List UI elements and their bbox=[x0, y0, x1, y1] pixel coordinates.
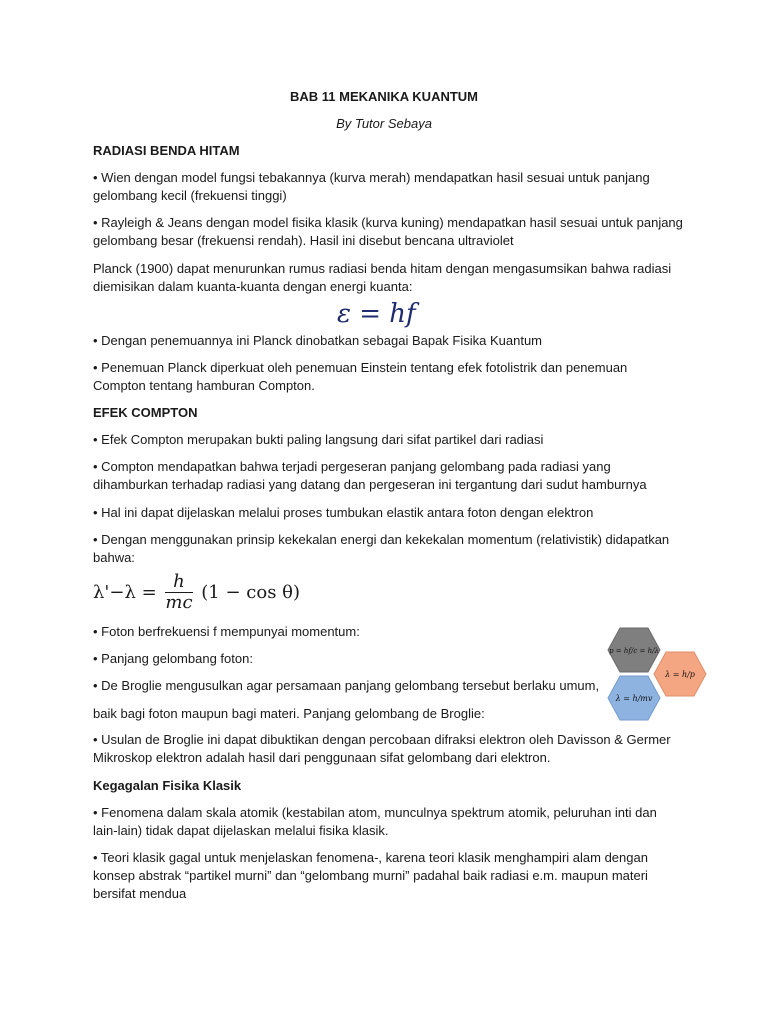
section-heading-radiasi: RADIASI BENDA HITAM bbox=[93, 143, 240, 158]
equation-compton-fraction bbox=[165, 572, 192, 613]
hexagon-formula-diagram bbox=[606, 626, 710, 722]
paragraph-photon-wavelength: • Panjang gelombang foton: bbox=[93, 651, 253, 666]
equation-compton bbox=[93, 572, 300, 620]
equation-planck: ε = hf bbox=[337, 299, 416, 329]
document-title: BAB 11 MEKANIKA KUANTUM bbox=[289, 89, 479, 104]
equation-compton-right: (1 − cos θ) bbox=[201, 582, 301, 603]
hexagon-blue-formula: λ = h/mv bbox=[615, 694, 653, 703]
paragraph-classical-failure: • Teori klasik gagal untuk menjelaskan fenomena-, karena teori klasik menghampiri alam dengan konsep abstrak “partikel murni” dan “gelombang murni” padahal baik radiasi e.m. maupun materi bersifat mendua bbox=[93, 850, 648, 901]
paragraph-atomic-phenomena: • Fenomena dalam skala atomik (kestabilan atom, munculnya spektrum atomik, peluruhan inti dan lain-lain) tidak dapat dijelaskan melalui fisika klasik. bbox=[93, 805, 657, 838]
paragraph-planck-father: • Dengan penemuannya ini Planck dinobatkan sebagai Bapak Fisika Kuantum bbox=[93, 333, 543, 348]
hexagon-orange-formula: λ = h/p bbox=[665, 670, 695, 679]
hexagon-grey-formula: p = hf/c = h/λ bbox=[609, 647, 659, 655]
paragraph-photon-momentum: • Foton berfrekuensi f mempunyai momentum: bbox=[93, 624, 360, 639]
section-heading-kegagalan: Kegagalan Fisika Klasik bbox=[93, 778, 242, 793]
document-byline: By Tutor Sebaya bbox=[336, 116, 432, 131]
equation-compton-denominator: mc bbox=[165, 592, 193, 613]
paragraph-de-broglie-wavelength: baik bagi foton maupun bagi materi. Panjang gelombang de Broglie: bbox=[93, 706, 485, 721]
paragraph-planck: Planck (1900) dapat menurunkan rumus radiasi benda hitam dengan mengasumsikan bahwa radiasi diemisikan dalam kuanta-kuanta dengan energi kuanta: bbox=[93, 261, 672, 294]
paragraph-rayleigh-jeans: • Rayleigh & Jeans dengan model fisika klasik (kurva kuning) mendapatkan hasil sesuai untuk panjang gelombang besar (frekuensi rendah). Hasil ini disebut bencana ultraviolet bbox=[93, 215, 683, 248]
paragraph-elastic-collision: • Hal ini dapat dijelaskan melalui proses tumbukan elastik antara foton dengan elektron bbox=[93, 505, 594, 520]
paragraph-compton-proof: • Efek Compton merupakan bukti paling langsung dari sifat partikel dari radiasi bbox=[93, 432, 544, 447]
paragraph-conservation: • Dengan menggunakan prinsip kekekalan energi dan kekekalan momentum (relativistik) didapatkan bahwa: bbox=[93, 532, 670, 565]
equation-compton-left: λ'−λ = bbox=[93, 582, 157, 603]
paragraph-de-broglie-proposal: • De Broglie mengusulkan agar persamaan panjang gelombang tersebut berlaku umum, bbox=[93, 678, 600, 693]
paragraph-compton-shift: • Compton mendapatkan bahwa terjadi pergeseran panjang gelombang pada radiasi yang dihamburkan terhadap radiasi yang datang dan pergeseran ini tergantung dari sudut hamburnya bbox=[93, 459, 647, 492]
section-heading-compton: EFEK COMPTON bbox=[93, 405, 198, 420]
equation-compton-numerator: h bbox=[165, 572, 192, 593]
paragraph-einstein-compton: • Penemuan Planck diperkuat oleh penemuan Einstein tentang efek fotolistrik dan penemuan Compton tentang hamburan Compton. bbox=[93, 360, 628, 393]
paragraph-davisson-germer: • Usulan de Broglie ini dapat dibuktikan dengan percobaan difraksi elektron oleh Davisson & Germer Mikroskop elektron adalah hasil dari penggunaan sifat gelombang dari elektron. bbox=[93, 732, 671, 765]
paragraph-wien: • Wien dengan model fungsi tebakannya (kurva merah) mendapatkan hasil sesuai untuk panjang gelombang kecil (frekuensi tinggi) bbox=[93, 170, 650, 203]
